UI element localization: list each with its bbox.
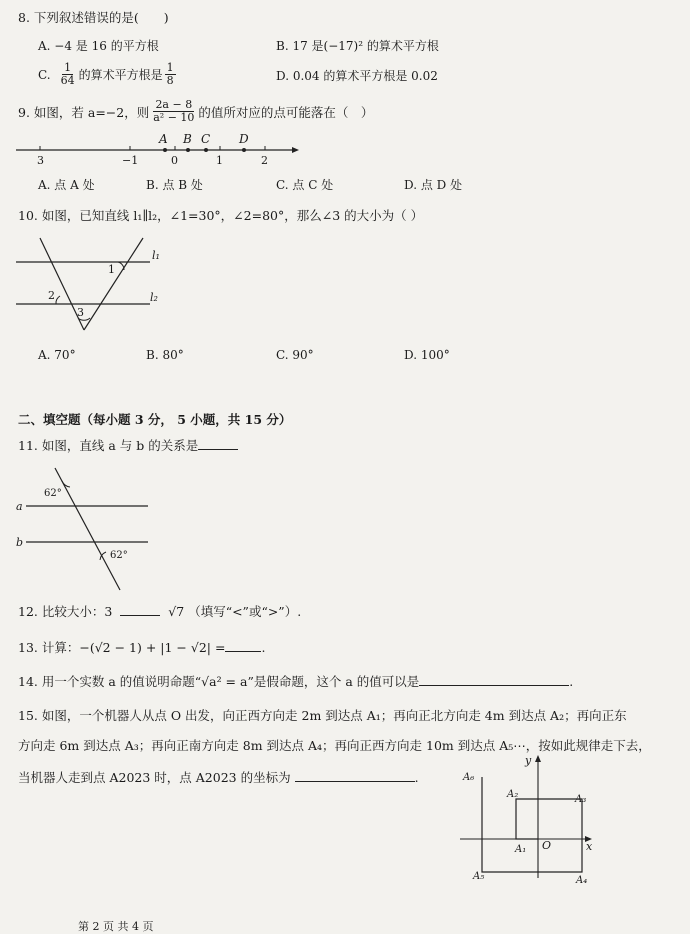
q15-label-a4: A₄ [576,875,588,886]
q9-stem-suffix: 的值所对应的点可能落在（ ） [198,104,374,120]
q15-label-a6: A₆ [463,772,475,783]
q9-option-a: A. 点 A 处 [38,178,95,192]
q9-frac-num: 2a − 8 [155,98,193,111]
q10-option-b: B. 80° [146,348,184,362]
q9-stem-prefix: 9. 如图，若 a=−2，则 [18,104,150,120]
q8-stem: 8. 下列叙述错误的是( ) [18,10,169,25]
q15-figure [455,752,605,884]
q10-option-c: C. 90° [276,348,314,362]
q13-stem: 13. 计算：−(√2 − 1) + |1 − √2| = [18,640,226,655]
q10-option-d: D. 100° [404,348,450,362]
q8-option-c [38,62,178,87]
q9-number-line [0,128,320,168]
q12-line [18,602,301,620]
q11-line-a: a [16,500,23,513]
q8-option-d: D. 0.04 的算术平方根是 0.02 [276,69,438,83]
q9-point-b: B [183,132,192,146]
q13-line: 13. 计算：−(√2 − 1) + |1 − √2| = . [18,640,266,655]
q8-c-fraction [59,62,77,87]
q12-answer-blank[interactable] [120,603,160,616]
q12-stem: 12. 比较大小：3 [18,604,113,619]
q14-stem-a: 14. 用一个实数 a 的值说明命题“ [18,674,202,689]
q11-answer-blank[interactable] [198,437,238,450]
q11-angle-bottom: 62° [110,550,128,561]
q11-line-b: b [16,536,24,549]
q9-point-d: D [239,132,249,146]
q14-line: 14. 用一个实数 a 的值说明命题“√a² = a”是假命题，这个 a 的值可以是 . [18,674,574,689]
q9-option-b: B. 点 B 处 [146,178,203,192]
q14-root: √a² = a [201,674,248,689]
q9-tick-2: 2 [261,154,268,167]
q12-sqrt: √7 [168,604,185,619]
q9-option-c: C. 点 C 处 [276,178,334,192]
q10-angle-3: 3 [77,306,84,319]
q9-point-c: C [201,132,211,146]
q15-label-a2: A₂ [507,789,519,800]
q15-line-3-text: 当机器人走到点 A2023 时，点 A2023 的坐标为 [18,770,291,785]
q8-option-a: A. −4 是 16 的平方根 [38,39,159,53]
q11-angle-top: 62° [44,488,62,499]
q10-angle-2: 2 [48,289,55,302]
q15-line-1: 15. 如图，一个机器人从点 O 出发，向正西方向走 2m 到达点 A₁；再向正北方向走 4m 到达点 A₂；再向正东 [18,708,627,723]
q15-label-a1: A₁ [515,844,527,855]
q9-option-d: D. 点 D 处 [404,178,463,192]
q15-label-a5: A₅ [473,871,485,882]
q15-axis-x: x [586,840,593,853]
section-2-title: 二、填空题（每小题 3 分， 5 小题，共 15 分） [18,412,292,427]
q8-c-frac-num: 1 [64,61,72,74]
q12-hint: （填写“<”或“>”）. [188,604,302,619]
q15-label-a3: A₃ [575,794,587,805]
q9-tick-far-left: 3 [37,154,44,167]
q9-tick-0: 0 [171,154,178,167]
q8-c-prefix: C. [38,67,51,82]
q11-figure [0,464,170,596]
q10-stem: 10. 如图，已知直线 l₁∥l₂，∠1=30°，∠2=80°，那么∠3 的大小为（ ） [18,208,424,223]
q8-option-b: B. 17 是(−17)² 的算术平方根 [276,39,439,53]
q10-line-l2: l₂ [150,291,158,304]
q10-angle-1: 1 [108,263,115,276]
page-footer: 第 2 页 共 4 页 [78,920,154,933]
q8-c-mid: 的算术平方根是 [78,68,163,82]
q9-point-a: A [159,132,168,146]
q14-answer-blank[interactable] [419,673,569,686]
q15-axis-y: y [525,754,532,767]
q9-tick-neg1: −1 [122,154,139,167]
q10-figure [0,232,200,342]
q8-c-answer-fraction [165,62,176,87]
q10-option-a: A. 70° [38,348,76,362]
q15-line-2: 方向走 6m 到达点 A₃；再向正南方向走 8m 到达点 A₄；再向正西方向走 10m 到达点 A₅⋯，按如此规律走下去， [18,738,651,753]
q15-origin-o: O [542,839,552,852]
q15-line-3: 当机器人走到点 A2023 时，点 A2023 的坐标为 . [18,770,419,785]
q13-answer-blank[interactable] [225,639,261,652]
q9-fraction [151,99,196,124]
q8-c-ans-den: 8 [166,74,174,87]
q9-tick-1: 1 [216,154,223,167]
q8-c-ans-num: 1 [166,61,174,74]
q9-frac-den: a² − 10 [153,111,195,124]
q14-stem-b: ”是假命题，这个 a 的值可以是 [247,674,420,689]
q8-c-frac-den: 64 [60,74,75,87]
q15-answer-blank[interactable] [295,769,415,782]
q9-stem [18,99,373,124]
q10-line-l1: l₁ [152,249,160,262]
q11-stem [18,436,238,454]
q11-stem-text: 11. 如图，直线 a 与 b 的关系是 [18,438,199,453]
